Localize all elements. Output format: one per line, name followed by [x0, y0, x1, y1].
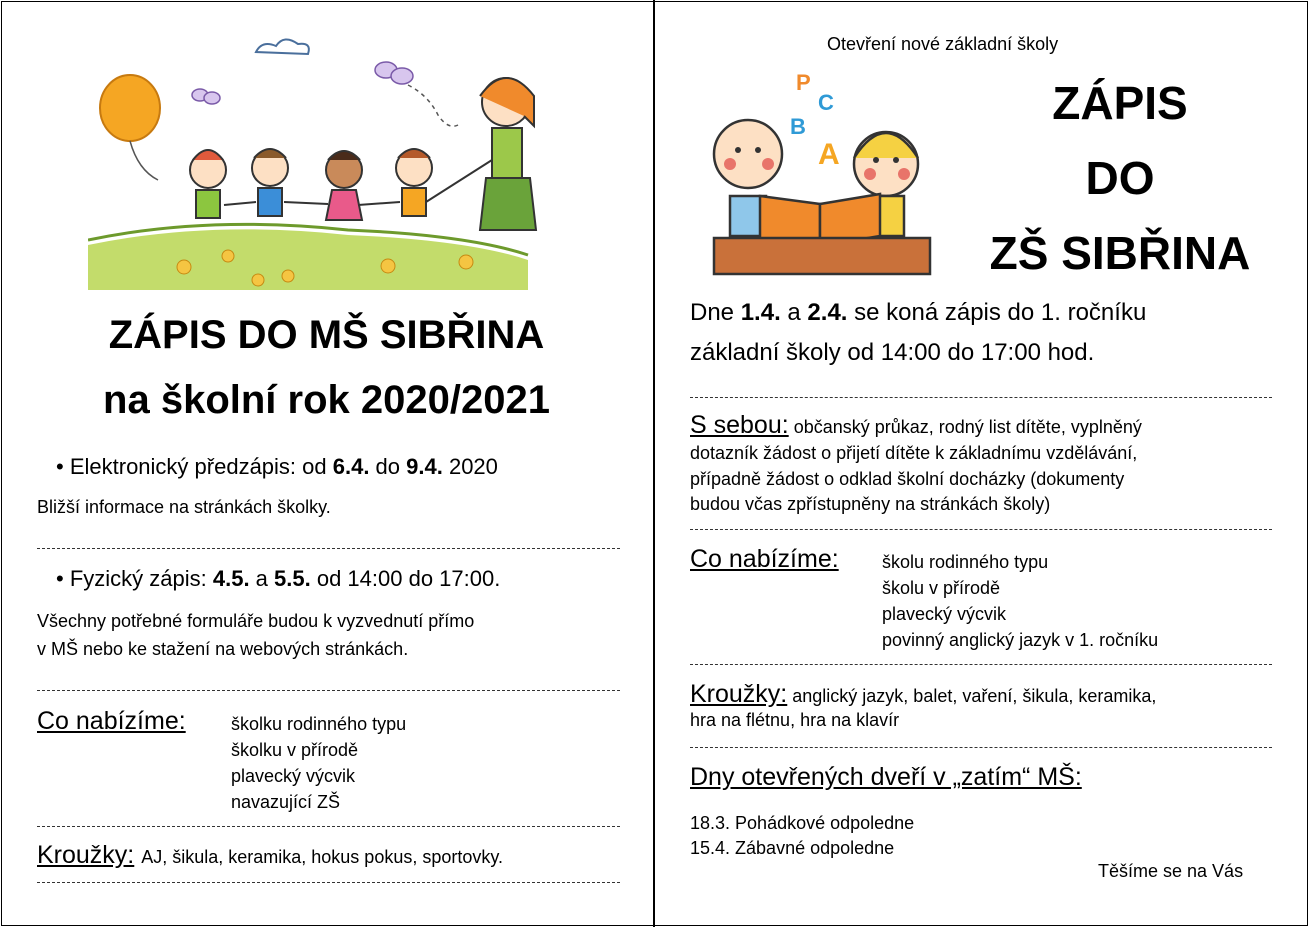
- bullet1-prefix: Elektronický předzápis: od: [69, 454, 333, 479]
- offer-item: navazující ZŠ: [231, 792, 341, 812]
- bullet2-prefix: Fyzický zápis:: [69, 566, 213, 591]
- left-clubs-heading: Kroužky:: [37, 841, 135, 869]
- bullet-electronic: [56, 454, 498, 480]
- letter-c: C: [818, 90, 834, 115]
- center-divider: [653, 0, 655, 927]
- right-bring-row: [690, 411, 1142, 440]
- right-title-line2: DO: [1085, 152, 1155, 204]
- open-day-item: 15.4. Zábavné odpoledne: [690, 838, 895, 858]
- right-dashed-separator-2: [690, 529, 1272, 530]
- bullet-dot-icon: •: [56, 454, 70, 479]
- left-dashed-separator-3: [37, 826, 620, 827]
- right-bring-line3: případně žádost o odklad školní docházky (dokumenty: [690, 469, 1125, 489]
- bullet2-date1: 4.5.: [212, 566, 250, 591]
- intro-prefix: Dne: [690, 299, 741, 326]
- right-offer-list: [882, 549, 1158, 653]
- right-bring-line1: občanský průkaz, rodný list dítěte, vyplněný: [788, 417, 1142, 437]
- right-offer-heading: Co nabízíme:: [690, 545, 839, 573]
- right-dashed-separator-4: [690, 747, 1272, 748]
- right-bring-line4: budou včas zpřístupněny na stránkách školy): [690, 494, 1051, 514]
- bullet2-date2: 5.5.: [274, 566, 311, 591]
- kids-illustration: [88, 30, 568, 290]
- intro-date2: 2.4.: [807, 299, 848, 326]
- reading-kids-illustration: [700, 66, 960, 286]
- right-clubs-line2: hra na flétnu, hra na klavír: [690, 710, 900, 730]
- right-title-line1: ZÁPIS: [1052, 77, 1188, 129]
- offer-item: plavecký výcvik: [231, 766, 356, 786]
- left-title-line1: ZÁPIS DO MŠ SIBŘINA: [108, 313, 545, 357]
- intro-suffix: se koná zápis do 1. ročníku: [847, 299, 1147, 326]
- open-days-heading: Dny otevřených dveří v „zatím“ MŠ:: [690, 763, 1082, 791]
- right-bring-line2: dotazník žádost o přijetí dítěte k základnímu vzdělávání,: [690, 443, 1138, 463]
- letter-p: P: [796, 70, 811, 95]
- left-dashed-separator-1: [37, 548, 620, 549]
- bullet2-note-line1: Všechny potřebné formuláře budou k vyzvednutí přímo: [37, 611, 475, 631]
- offer-item: plavecký výcvik: [882, 604, 1007, 624]
- letter-a: A: [818, 138, 840, 171]
- right-title-line3: ZŠ SIBŘINA: [989, 227, 1251, 279]
- right-clubs-row: [690, 680, 1156, 709]
- offer-item: povinný anglický jazyk v 1. ročníku: [882, 630, 1159, 650]
- right-intro-line1: [690, 299, 1146, 327]
- bullet1-date2: 9.4.: [406, 454, 443, 479]
- right-dashed-separator-1: [690, 397, 1272, 398]
- bullet2-mid: a: [249, 566, 275, 591]
- letter-b: B: [790, 114, 806, 139]
- bullet-dot-icon: •: [56, 566, 70, 591]
- left-offer-list: [231, 711, 406, 815]
- bullet-physical: [56, 566, 500, 592]
- left-dashed-separator-4: [37, 882, 620, 883]
- right-clubs-heading: Kroužky:: [690, 680, 788, 708]
- right-intro-line2: základní školy od 14:00 do 17:00 hod.: [690, 339, 1095, 366]
- left-clubs-row: [37, 841, 503, 870]
- bullet2-suffix: od 14:00 do 17:00.: [310, 566, 501, 591]
- open-day-item: 18.3. Pohádkové odpoledne: [690, 813, 915, 833]
- left-clubs-text: AJ, šikula, keramika, hokus pokus, sportovky.: [141, 847, 504, 867]
- intro-date1: 1.4.: [740, 299, 781, 326]
- left-dashed-separator-2: [37, 690, 620, 691]
- right-clubs-line1: anglický jazyk, balet, vaření, šikula, keramika,: [787, 686, 1157, 706]
- intro-mid: a: [780, 299, 808, 326]
- bullet1-suffix: 2020: [442, 454, 498, 479]
- closing-text: Těšíme se na Vás: [1098, 861, 1244, 881]
- bullet2-note-line2: v MŠ nebo ke stažení na webových stránkách.: [37, 639, 409, 659]
- bullet1-mid: do: [369, 454, 407, 479]
- left-title-line2: na školní rok 2020/2021: [103, 378, 550, 422]
- left-offer-heading: Co nabízíme:: [37, 707, 186, 735]
- right-dashed-separator-3: [690, 664, 1272, 665]
- offer-item: školu rodinného typu: [882, 552, 1049, 572]
- offer-item: školu v přírodě: [882, 578, 1001, 598]
- right-bring-heading: S sebou:: [690, 411, 789, 439]
- open-days-list: [690, 811, 914, 861]
- offer-item: školku v přírodě: [231, 740, 359, 760]
- offer-item: školku rodinného typu: [231, 714, 407, 734]
- right-top-line: Otevření nové základní školy: [827, 34, 1059, 54]
- bullet1-date1: 6.4.: [332, 454, 370, 479]
- bullet1-note: Bližší informace na stránkách školky.: [37, 497, 331, 517]
